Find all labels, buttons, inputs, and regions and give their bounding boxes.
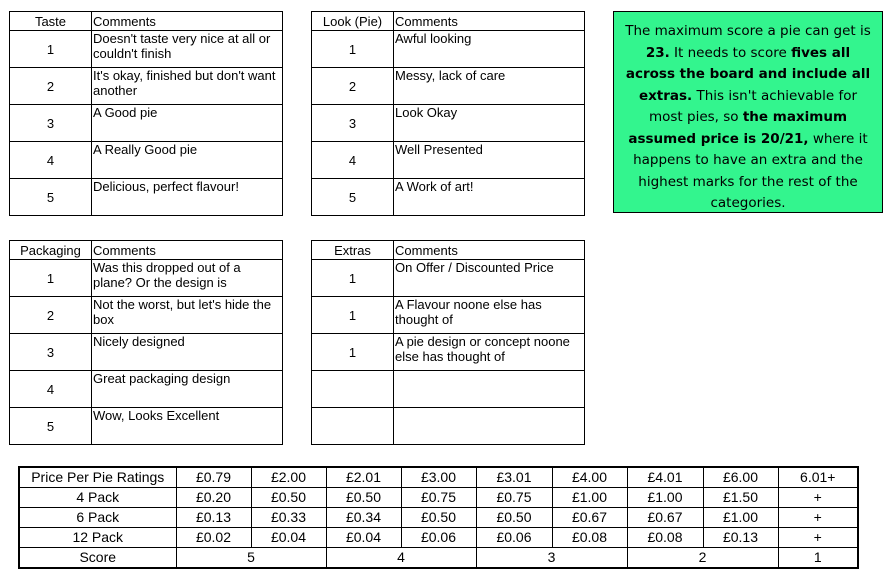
taste-header: Taste bbox=[10, 12, 92, 31]
price-header-label: Price Per Pie Ratings bbox=[19, 467, 176, 488]
price-threshold: £3.01 bbox=[476, 467, 552, 488]
pack-price: £0.50 bbox=[251, 488, 326, 508]
look-comment: Messy, lack of care bbox=[394, 68, 585, 105]
pack-price: £0.75 bbox=[476, 488, 552, 508]
extras-header: Extras bbox=[312, 241, 394, 260]
taste-comment: Doesn't taste very nice at all or couldn't finish bbox=[92, 31, 283, 68]
look-score: 3 bbox=[312, 105, 394, 142]
table-row bbox=[312, 31, 585, 68]
price-ratings-table bbox=[18, 466, 859, 569]
table-row bbox=[19, 508, 858, 528]
pack-label: 6 Pack bbox=[19, 508, 176, 528]
look-score: 2 bbox=[312, 68, 394, 105]
look-header: Look (Pie) bbox=[312, 12, 394, 31]
note-text: This isn't achievable for most pies, so bbox=[648, 87, 858, 125]
extras-score: 1 bbox=[312, 260, 394, 297]
pack-price: £0.06 bbox=[476, 528, 552, 548]
pack-price: £0.08 bbox=[552, 528, 627, 548]
pack-price: £0.75 bbox=[401, 488, 476, 508]
score-value: 4 bbox=[326, 548, 476, 569]
extras-table bbox=[311, 240, 585, 445]
pack-price: £0.67 bbox=[552, 508, 627, 528]
note-bold: fives all across the board and include all extras. bbox=[625, 44, 871, 104]
price-threshold: £3.00 bbox=[401, 467, 476, 488]
packaging-score: 4 bbox=[10, 371, 92, 408]
extras-comment: A Flavour noone else has thought of bbox=[394, 297, 585, 334]
look-score: 5 bbox=[312, 179, 394, 216]
look-comment: Awful looking bbox=[394, 31, 585, 68]
taste-score: 5 bbox=[10, 179, 92, 216]
table-row bbox=[10, 334, 283, 371]
pack-price: + bbox=[778, 528, 858, 548]
table-row bbox=[312, 105, 585, 142]
pack-price: £0.34 bbox=[326, 508, 401, 528]
taste-score: 4 bbox=[10, 142, 92, 179]
extras-comment: On Offer / Discounted Price bbox=[394, 260, 585, 297]
table-row bbox=[10, 408, 283, 445]
packaging-score: 5 bbox=[10, 408, 92, 445]
extras-comment: A pie design or concept noone else has thought of bbox=[394, 334, 585, 371]
packaging-table bbox=[9, 240, 283, 445]
look-comment: Well Presented bbox=[394, 142, 585, 179]
pack-price: £0.33 bbox=[251, 508, 326, 528]
extras-comment bbox=[394, 408, 585, 445]
pack-price: £1.00 bbox=[627, 488, 703, 508]
pack-price: £0.50 bbox=[326, 488, 401, 508]
pack-label: 4 Pack bbox=[19, 488, 176, 508]
packaging-comment: Was this dropped out of a plane? Or the design is bbox=[92, 260, 283, 297]
taste-comment: Delicious, perfect flavour! bbox=[92, 179, 283, 216]
price-threshold: £2.00 bbox=[251, 467, 326, 488]
taste-comment: A Good pie bbox=[92, 105, 283, 142]
packaging-comment: Wow, Looks Excellent bbox=[92, 408, 283, 445]
table-row bbox=[312, 334, 585, 371]
note-bold: 23. bbox=[645, 44, 670, 61]
table-row bbox=[10, 68, 283, 105]
taste-comments-header: Comments bbox=[92, 12, 283, 31]
pack-price: + bbox=[778, 488, 858, 508]
pack-price: £0.50 bbox=[401, 508, 476, 528]
price-threshold: £0.79 bbox=[176, 467, 251, 488]
packaging-comments-header: Comments bbox=[92, 241, 283, 260]
table-row bbox=[10, 142, 283, 179]
pack-price: £1.50 bbox=[703, 488, 778, 508]
table-row bbox=[19, 488, 858, 508]
table-row bbox=[312, 260, 585, 297]
table-row bbox=[312, 297, 585, 334]
price-threshold: £4.01 bbox=[627, 467, 703, 488]
extras-comment bbox=[394, 371, 585, 408]
look-comment: Look Okay bbox=[394, 105, 585, 142]
look-score: 1 bbox=[312, 31, 394, 68]
extras-comments-header: Comments bbox=[394, 241, 585, 260]
max-score-note bbox=[613, 11, 883, 213]
score-value: 2 bbox=[627, 548, 778, 569]
taste-score: 3 bbox=[10, 105, 92, 142]
note-text: The maximum score a pie can get is bbox=[625, 23, 871, 39]
table-row bbox=[10, 31, 283, 68]
taste-score: 1 bbox=[10, 31, 92, 68]
table-row bbox=[312, 68, 585, 105]
look-comments-header: Comments bbox=[394, 12, 585, 31]
pack-price: + bbox=[778, 508, 858, 528]
pack-price: £0.04 bbox=[326, 528, 401, 548]
look-score: 4 bbox=[312, 142, 394, 179]
pack-price: £0.08 bbox=[627, 528, 703, 548]
packaging-comment: Great packaging design bbox=[92, 371, 283, 408]
pack-price: £0.20 bbox=[176, 488, 251, 508]
note-text: It needs to score bbox=[669, 44, 792, 61]
note-bold: the maximum assumed price is 20/21, bbox=[628, 109, 848, 147]
pack-price: £0.67 bbox=[627, 508, 703, 528]
packaging-comment: Nicely designed bbox=[92, 334, 283, 371]
packaging-comment: Not the worst, but let's hide the box bbox=[92, 297, 283, 334]
table-row bbox=[10, 105, 283, 142]
packaging-score: 2 bbox=[10, 297, 92, 334]
look-table bbox=[311, 11, 585, 216]
taste-table bbox=[9, 11, 283, 216]
pack-price: £0.50 bbox=[476, 508, 552, 528]
table-row bbox=[312, 179, 585, 216]
score-label: Score bbox=[19, 548, 176, 569]
packaging-header: Packaging bbox=[10, 241, 92, 260]
pack-price: £0.13 bbox=[703, 528, 778, 548]
price-threshold: £6.00 bbox=[703, 467, 778, 488]
price-threshold: £4.00 bbox=[552, 467, 627, 488]
taste-comment: It's okay, finished but don't want another bbox=[92, 68, 283, 105]
pack-price: £1.00 bbox=[703, 508, 778, 528]
price-threshold: 6.01+ bbox=[778, 467, 858, 488]
score-value: 5 bbox=[176, 548, 326, 569]
packaging-score: 3 bbox=[10, 334, 92, 371]
price-header-row bbox=[19, 467, 858, 488]
score-value: 3 bbox=[476, 548, 627, 569]
table-row bbox=[19, 528, 858, 548]
extras-score: 1 bbox=[312, 334, 394, 371]
taste-comment: A Really Good pie bbox=[92, 142, 283, 179]
table-row bbox=[312, 142, 585, 179]
pack-price: £0.06 bbox=[401, 528, 476, 548]
pack-label: 12 Pack bbox=[19, 528, 176, 548]
note-text: where it happens to have an extra and the highest marks for the rest of the categories. bbox=[633, 130, 868, 211]
look-comment: A Work of art! bbox=[394, 179, 585, 216]
pack-price: £0.02 bbox=[176, 528, 251, 548]
table-row bbox=[10, 179, 283, 216]
extras-score: 1 bbox=[312, 297, 394, 334]
table-row bbox=[10, 297, 283, 334]
score-row bbox=[19, 548, 858, 569]
table-row bbox=[312, 408, 585, 445]
table-row bbox=[10, 260, 283, 297]
price-threshold: £2.01 bbox=[326, 467, 401, 488]
pack-price: £0.13 bbox=[176, 508, 251, 528]
extras-score bbox=[312, 408, 394, 445]
pack-price: £1.00 bbox=[552, 488, 627, 508]
packaging-score: 1 bbox=[10, 260, 92, 297]
table-row bbox=[10, 371, 283, 408]
pack-price: £0.04 bbox=[251, 528, 326, 548]
score-value: 1 bbox=[778, 548, 858, 569]
table-row bbox=[312, 371, 585, 408]
extras-score bbox=[312, 371, 394, 408]
taste-score: 2 bbox=[10, 68, 92, 105]
